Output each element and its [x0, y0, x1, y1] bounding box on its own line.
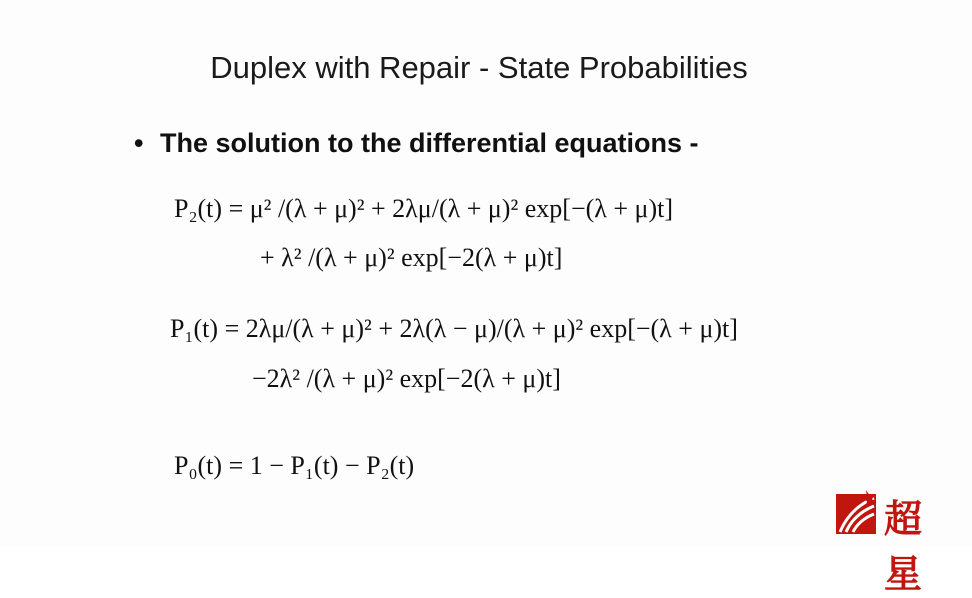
chaoxing-logo-text: 超星 [884, 496, 925, 596]
equation-p2-line1: P₂(t) = μ² /(λ + μ)² + 2λμ/(λ + μ)² exp[−(λ + μ)t] [174, 194, 674, 223]
slide-title: Duplex with Repair - State Probabilities [210, 50, 748, 85]
bullet-marker: • [134, 128, 144, 158]
equation-p0: P₀(t) = 1 − P₁(t) − P₂(t) [174, 451, 415, 480]
equation-p2-line2: + λ² /(λ + μ)² exp[−2(λ + μ)t] [260, 243, 563, 272]
chaoxing-logo-icon [836, 488, 880, 534]
bullet-text: The solution to the differential equations - [160, 128, 699, 158]
equation-p1-line1: P₁(t) = 2λμ/(λ + μ)² + 2λ(λ − μ)/(λ + μ)² exp[−(λ + μ)t] [170, 314, 738, 343]
bullet-item [134, 128, 699, 159]
chaoxing-logo [836, 488, 962, 596]
equation-p1-line2: −2λ² /(λ + μ)² exp[−2(λ + μ)t] [252, 364, 561, 393]
